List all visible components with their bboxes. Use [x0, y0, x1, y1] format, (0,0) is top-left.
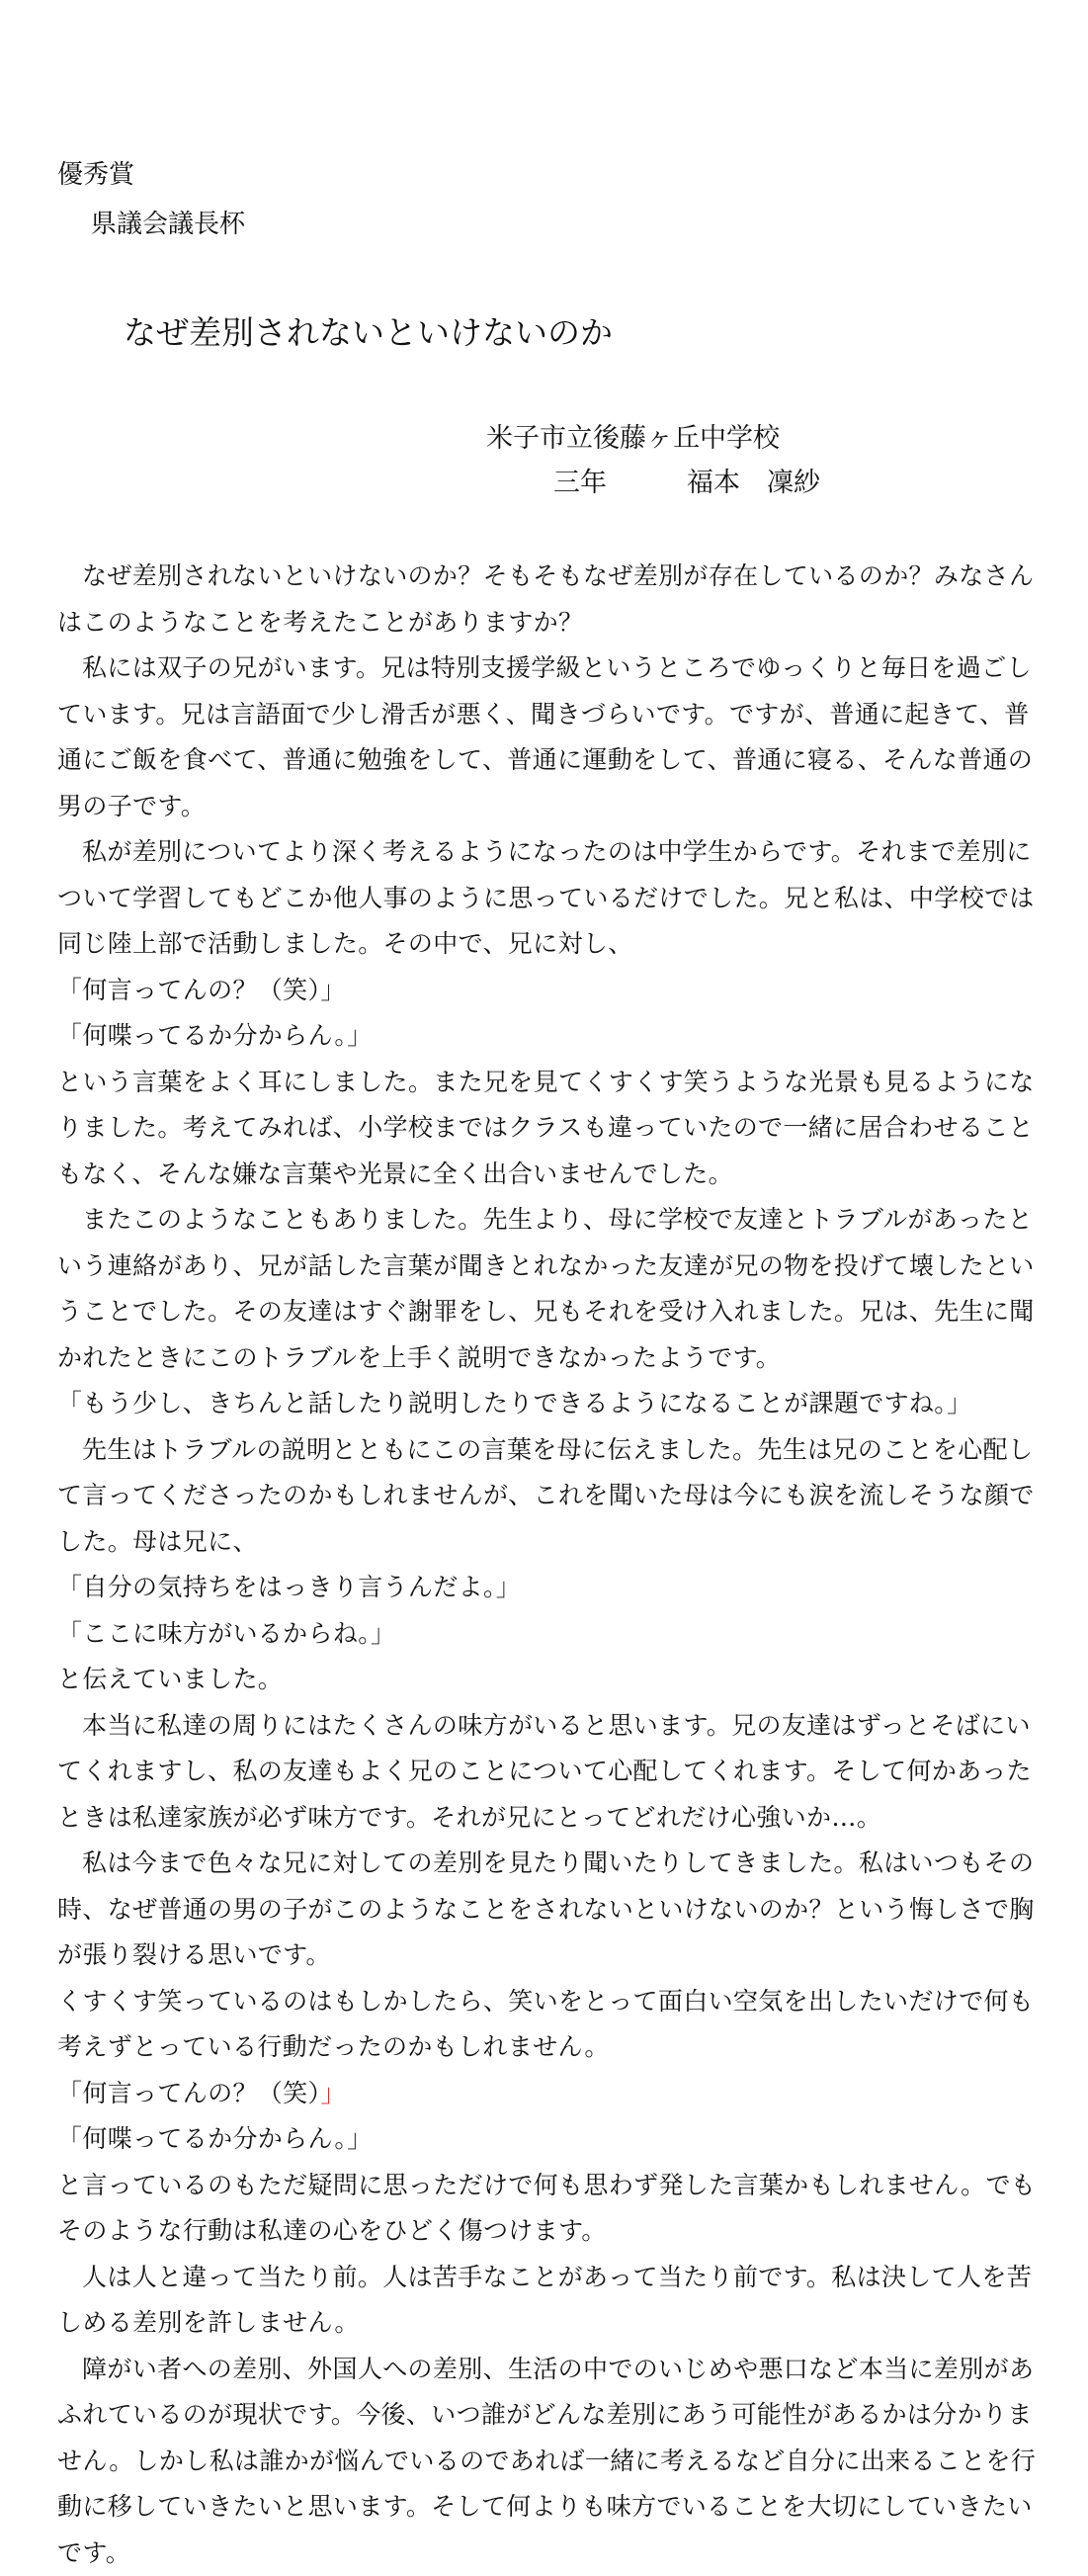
essay-body — [57, 554, 1044, 2576]
paragraph: くすくす笑っているのはもしかしたら、笑いをとって面白い空気を出したいだけで何も考えずとっている行動だったのかもしれません。 — [57, 1979, 1044, 2071]
red-closing-bracket: 」 — [320, 2079, 345, 2107]
quote-line: 「もう少し、きちんと話したり説明したりできるようになることが課題ですね。」 — [57, 1381, 1044, 1427]
cup-label: 県議会議長杯 — [91, 212, 245, 237]
paragraph: 本当に私達の周りにはたくさんの味方がいると思います。兄の友達はずっとそばにいてくれますし、私の友達もよく兄のことについて心配してくれます。そして何かあったときは私達家族が必ず味方です。それが兄にとってどれだけ心強いか…。 — [57, 1703, 1044, 1842]
paragraph: 私は今まで色々な兄に対しての差別を見たり聞いたりしてきました。私はいつもその時、なぜ普通の男の子がこのようなことをされないといけないのか？という悔しさで胸が張り裂ける思いです。 — [57, 1841, 1044, 1979]
paragraph: と言っているのもただ疑問に思っただけで何も思わず発した言葉かもしれません。でもそのような行動は私達の心をひどく傷つけます。 — [57, 2163, 1044, 2255]
quote-line: 「自分の気持ちをはっきり言うんだよ。」 — [57, 1565, 1044, 1611]
paragraph: と伝えていました。 — [57, 1657, 1044, 1703]
school-name: 米子市立後藤ヶ丘中学校 — [486, 425, 780, 452]
paragraph: またこのようなこともありました。先生より、母に学校で友達とトラブルがあったという連絡があり、兄が話した言葉が聞きとれなかった友達が兄の物を投げて壊したということでした。その友達はすぐ謝罪をし、兄もそれを受け入れました。兄は、先生に聞かれたときにこのトラブルを上手く説明できなかったようです。 — [57, 1197, 1044, 1381]
quote-line — [57, 2071, 1044, 2117]
grade: 三年 — [553, 468, 607, 498]
author-name: 福本 凜紗 — [687, 468, 820, 498]
paragraph: という言葉をよく耳にしました。また兄を見てくすくす笑うような光景も見るようになりました。考えてみれば、小学校まではクラスも違っていたので一緒に居合わせることもなく、そんな嫌な言葉や光景に全く出合いませんでした。 — [57, 1060, 1044, 1198]
paragraph: 人は人と違って当たり前。人は苦手なことがあって当たり前です。私は決して人を苦しめる差別を許しません。 — [57, 2255, 1044, 2347]
essay-title: なぜ差別されないといけないのか — [124, 316, 613, 349]
paragraph: なぜ差別されないといけないのか？そもそもなぜ差別が存在しているのか？みなさんはこのようなことを考えたことがありますか？ — [57, 554, 1044, 645]
quote-text: 「何言ってんの？（笑） — [57, 2079, 320, 2107]
quote-line: 「何喋ってるか分からん。」 — [57, 2116, 1044, 2163]
paragraph: 私には双子の兄がいます。兄は特別支援学級というところでゆっくりと毎日を過ごしています。兄は言語面で少し滑舌が悪く、聞きづらいです。ですが、普通に起きて、普通にご飯を食べて、普通に勉強をして、普通に運動をして、普通に寝る、そんな普通の男の子です。 — [57, 645, 1044, 829]
paragraph: 障がい者への差別、外国人への差別、生活の中でのいじめや悪口など本当に差別があふれているのが現状です。今後、いつ誰がどんな差別にあう可能性があるかは分かりません。しかし私は誰かが悩んでいるのであれば一緒に考えるなど自分に出来ることを行動に移していきたいと思います。そして何よりも味方でいることを大切にしていきたいです。 — [57, 2347, 1044, 2576]
author-line — [553, 470, 820, 496]
quote-line: 「何言ってんの？（笑）」 — [57, 968, 1044, 1014]
paragraph: 私が差別についてより深く考えるようになったのは中学生からです。それまで差別について学習してもどこか他人事のように思っているだけでした。兄と私は、中学校では同じ陸上部で活動しました。その中で、兄に対し、 — [57, 829, 1044, 968]
quote-line: 「何喋ってるか分からん。」 — [57, 1013, 1044, 1060]
paragraph: 先生はトラブルの説明とともにこの言葉を母に伝えました。先生は兄のことを心配して言ってくださったのかもしれませんが、これを聞いた母は今にも涙を流しそうな顔でした。母は兄に、 — [57, 1427, 1044, 1566]
quote-line: 「ここに味方がいるからね。」 — [57, 1611, 1044, 1658]
award-label: 優秀賞 — [57, 162, 134, 188]
